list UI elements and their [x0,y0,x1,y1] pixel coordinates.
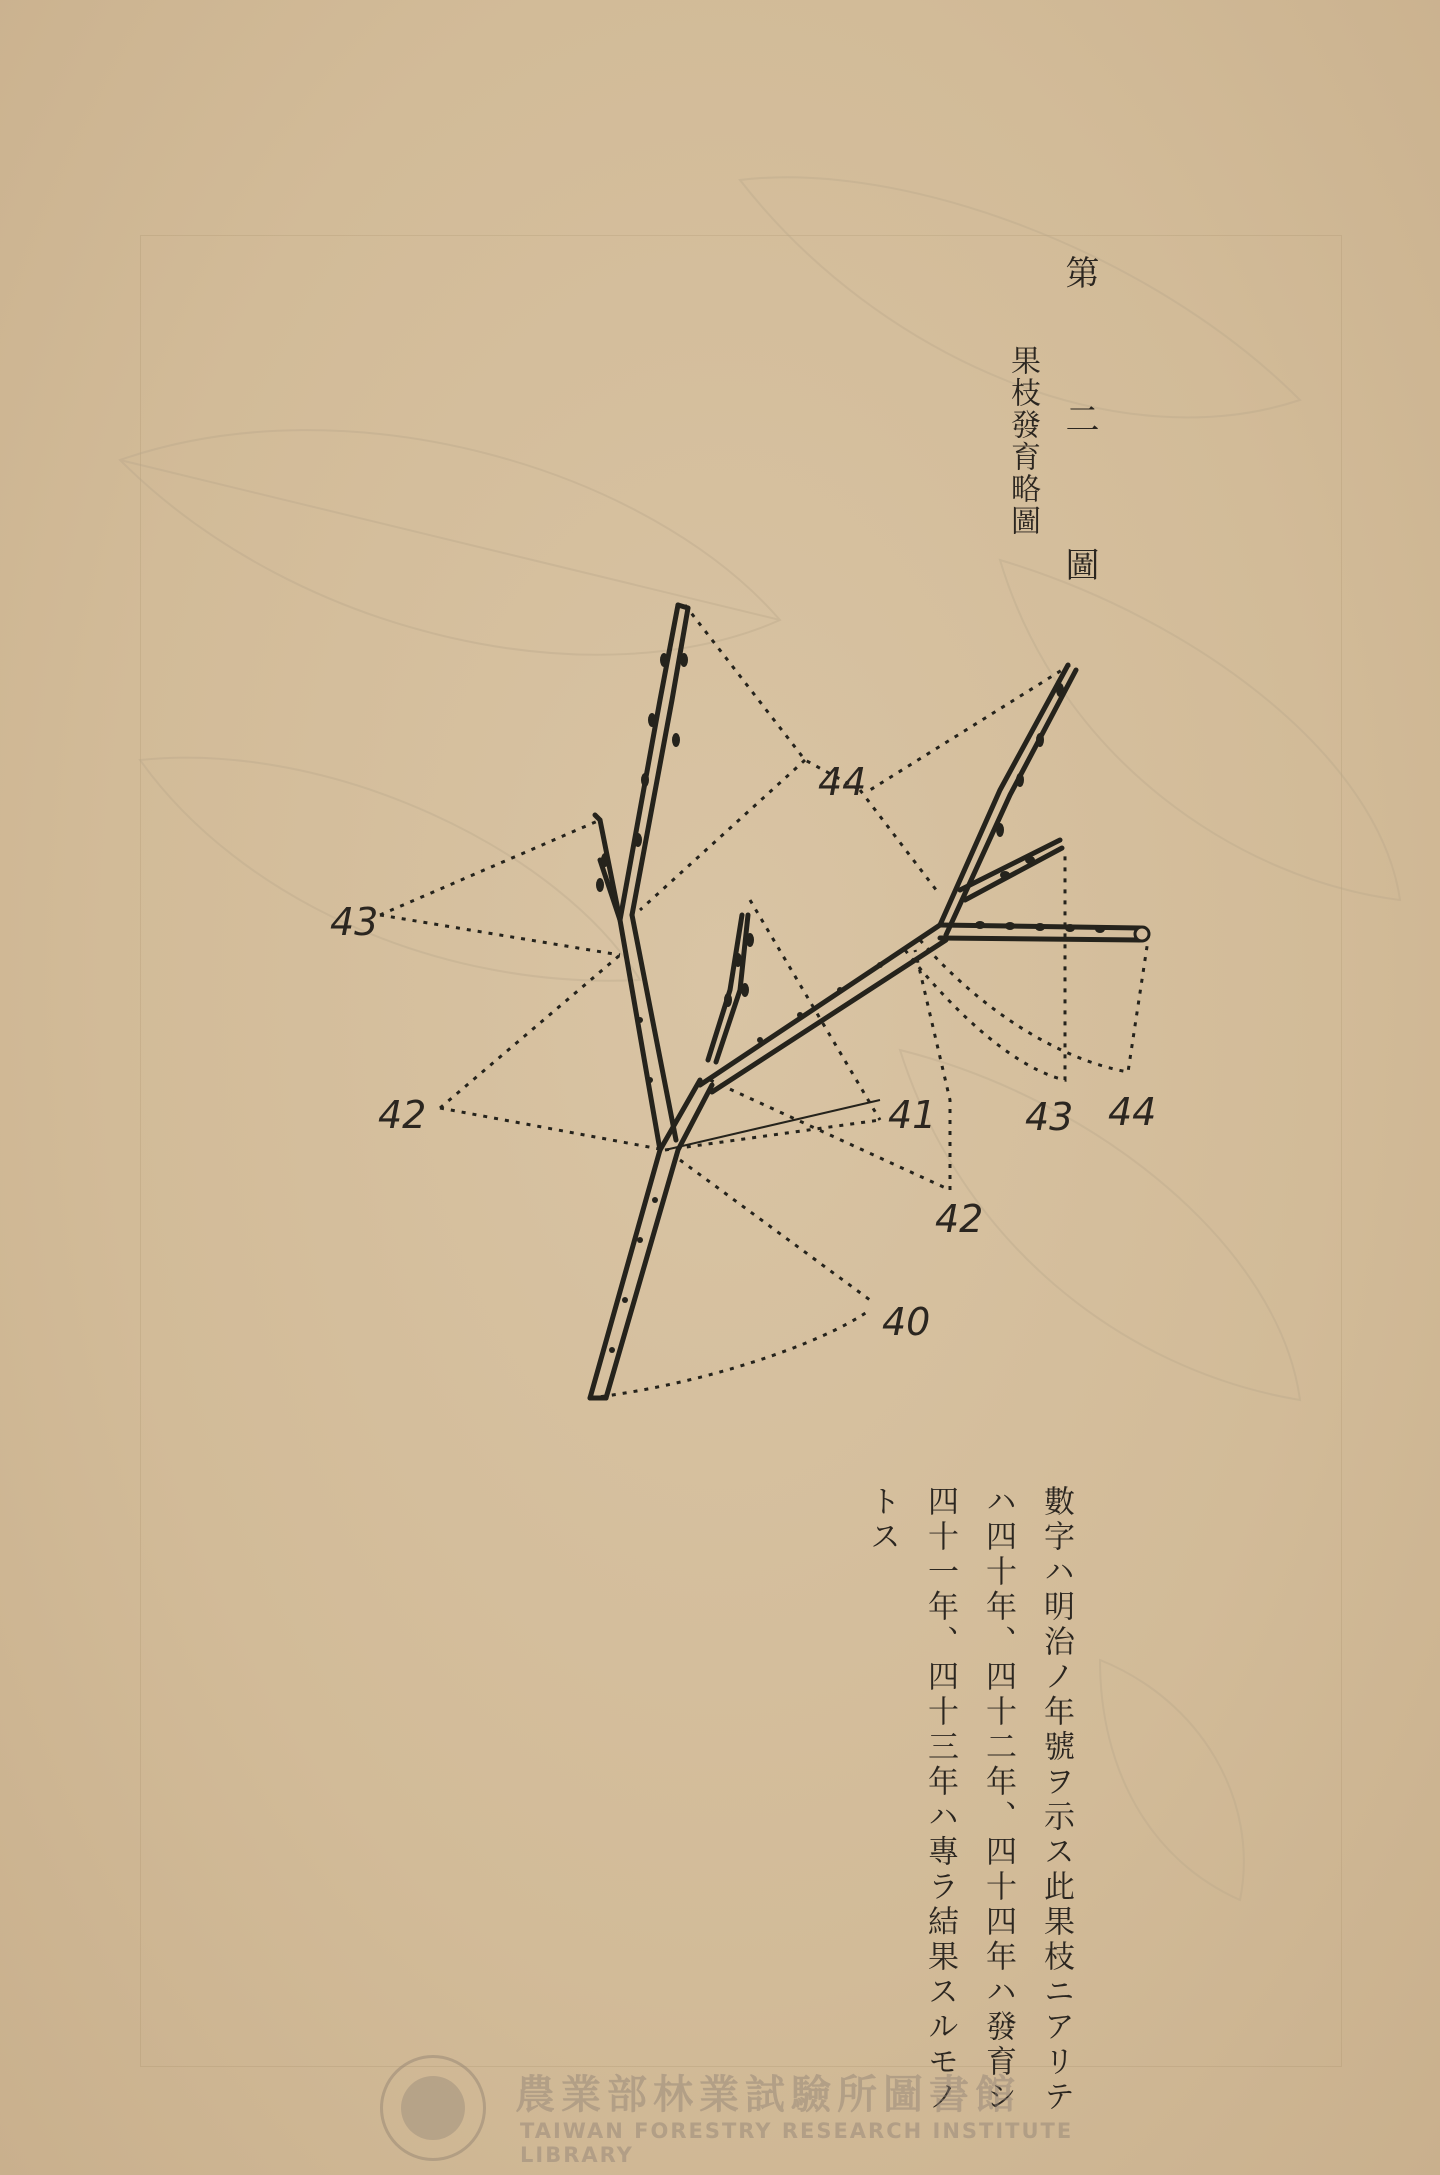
figure-notes [853,1485,1085,2115]
label-41: 41 [888,1093,937,1137]
branch-strokes [590,605,1140,1398]
label-43-left: 43 [330,900,379,944]
label-44-top: 44 [818,760,867,804]
figure-caption: 果枝發育略圖 [1005,345,1040,537]
figure-number: 第 二 圖 [1059,255,1099,617]
note-line: 四十一年、四十三年ハ專ラ結果スルモノ [922,1485,958,2115]
note-line: 數字ハ明治ノ年號ヲ示ス此果枝ニアリテ [1038,1485,1074,2115]
leader-lines [380,605,1148,1398]
branch-tip-bud [1135,927,1149,941]
library-seal-icon [380,2055,486,2161]
label-40: 40 [882,1300,931,1344]
watermark-title: 農業部林業試驗所圖書館 [515,2072,1021,2118]
watermark-subtitle: TAIWAN FORESTRY RESEARCH INSTITUTE LIBRARY [520,2119,1074,2167]
note-line: ハ四十年、四十二年、四十四年ハ發育シ [980,1485,1016,2115]
note-line: トス [864,1485,900,1555]
library-watermark [380,2055,1100,2167]
label-44-right: 44 [1108,1090,1157,1134]
label-42-right: 42 [935,1197,984,1241]
label-43-right: 43 [1025,1095,1074,1139]
label-42-left: 42 [378,1093,427,1137]
